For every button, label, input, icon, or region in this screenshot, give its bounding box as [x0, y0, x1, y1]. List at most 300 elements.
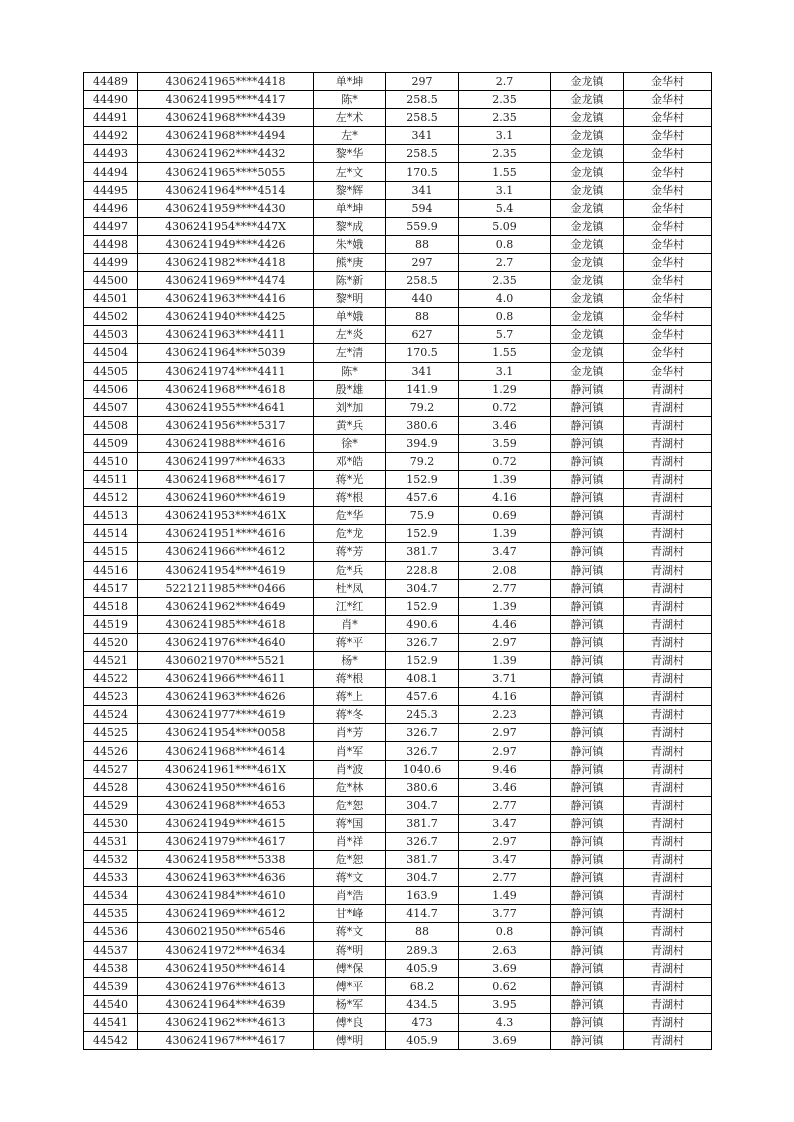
name-cell: 黄*兵: [314, 416, 386, 434]
name-cell: 傅*平: [314, 977, 386, 995]
area-cell: 2.77: [459, 869, 551, 887]
town-cell: 金龙镇: [551, 326, 624, 344]
area-cell: 0.72: [459, 398, 551, 416]
row-number-cell: 44509: [84, 434, 138, 452]
row-number-cell: 44495: [84, 181, 138, 199]
amount-cell: 152.9: [386, 597, 459, 615]
row-number-cell: 44538: [84, 959, 138, 977]
area-cell: 2.77: [459, 579, 551, 597]
area-cell: 1.39: [459, 597, 551, 615]
name-cell: 江*红: [314, 597, 386, 615]
id-number-cell: 4306241962****4649: [138, 597, 314, 615]
row-number-cell: 44496: [84, 199, 138, 217]
area-cell: 3.46: [459, 778, 551, 796]
table-row: [84, 235, 712, 253]
table-body: [84, 73, 712, 1050]
village-cell: 青湖村: [624, 995, 712, 1013]
id-number-cell: 4306241966****4612: [138, 543, 314, 561]
table-row: [84, 977, 712, 995]
town-cell: 静河镇: [551, 1031, 624, 1049]
village-cell: 青湖村: [624, 1013, 712, 1031]
id-number-cell: 4306241965****4418: [138, 73, 314, 91]
village-cell: 青湖村: [624, 452, 712, 470]
row-number-cell: 44512: [84, 489, 138, 507]
town-cell: 静河镇: [551, 1013, 624, 1031]
area-cell: 1.39: [459, 652, 551, 670]
town-cell: 静河镇: [551, 887, 624, 905]
row-number-cell: 44537: [84, 941, 138, 959]
town-cell: 静河镇: [551, 398, 624, 416]
amount-cell: 304.7: [386, 869, 459, 887]
area-cell: 2.7: [459, 253, 551, 271]
row-number-cell: 44500: [84, 272, 138, 290]
area-cell: 3.47: [459, 851, 551, 869]
name-cell: 黎*辉: [314, 181, 386, 199]
village-cell: 金华村: [624, 199, 712, 217]
town-cell: 金龙镇: [551, 290, 624, 308]
town-cell: 金龙镇: [551, 127, 624, 145]
row-number-cell: 44542: [84, 1031, 138, 1049]
amount-cell: 141.9: [386, 380, 459, 398]
id-number-cell: 4306241974****4411: [138, 362, 314, 380]
table-row: [84, 253, 712, 271]
village-cell: 青湖村: [624, 615, 712, 633]
village-cell: 青湖村: [624, 597, 712, 615]
town-cell: 静河镇: [551, 851, 624, 869]
row-number-cell: 44502: [84, 308, 138, 326]
town-cell: 静河镇: [551, 615, 624, 633]
village-cell: 金华村: [624, 73, 712, 91]
id-number-cell: 4306241968****4494: [138, 127, 314, 145]
name-cell: 肖*波: [314, 760, 386, 778]
name-cell: 危*林: [314, 778, 386, 796]
amount-cell: 152.9: [386, 471, 459, 489]
village-cell: 青湖村: [624, 688, 712, 706]
area-cell: 3.77: [459, 905, 551, 923]
name-cell: 蒋*上: [314, 688, 386, 706]
row-number-cell: 44528: [84, 778, 138, 796]
area-cell: 3.47: [459, 814, 551, 832]
town-cell: 金龙镇: [551, 272, 624, 290]
town-cell: 金龙镇: [551, 145, 624, 163]
town-cell: 静河镇: [551, 869, 624, 887]
id-number-cell: 4306241968****4617: [138, 471, 314, 489]
row-number-cell: 44492: [84, 127, 138, 145]
amount-cell: 394.9: [386, 434, 459, 452]
id-number-cell: 4306241961****461X: [138, 760, 314, 778]
amount-cell: 341: [386, 362, 459, 380]
village-cell: 青湖村: [624, 579, 712, 597]
town-cell: 静河镇: [551, 742, 624, 760]
town-cell: 静河镇: [551, 778, 624, 796]
name-cell: 单*娥: [314, 308, 386, 326]
town-cell: 静河镇: [551, 977, 624, 995]
town-cell: 金龙镇: [551, 308, 624, 326]
village-cell: 青湖村: [624, 489, 712, 507]
row-number-cell: 44506: [84, 380, 138, 398]
amount-cell: 405.9: [386, 1031, 459, 1049]
town-cell: 静河镇: [551, 416, 624, 434]
table-row: [84, 851, 712, 869]
amount-cell: 326.7: [386, 832, 459, 850]
table-row: [84, 91, 712, 109]
name-cell: 傅*保: [314, 959, 386, 977]
village-cell: 金华村: [624, 290, 712, 308]
town-cell: 静河镇: [551, 959, 624, 977]
name-cell: 肖*芳: [314, 724, 386, 742]
town-cell: 静河镇: [551, 905, 624, 923]
town-cell: 静河镇: [551, 543, 624, 561]
amount-cell: 473: [386, 1013, 459, 1031]
village-cell: 金华村: [624, 127, 712, 145]
name-cell: 陈*: [314, 91, 386, 109]
table-row: [84, 362, 712, 380]
amount-cell: 88: [386, 308, 459, 326]
area-cell: 9.46: [459, 760, 551, 778]
table-row: [84, 398, 712, 416]
area-cell: 1.49: [459, 887, 551, 905]
name-cell: 傅*良: [314, 1013, 386, 1031]
area-cell: 4.16: [459, 688, 551, 706]
id-number-cell: 4306241982****4418: [138, 253, 314, 271]
row-number-cell: 44534: [84, 887, 138, 905]
area-cell: 1.29: [459, 380, 551, 398]
name-cell: 蒋*明: [314, 941, 386, 959]
amount-cell: 1040.6: [386, 760, 459, 778]
amount-cell: 289.3: [386, 941, 459, 959]
table-row: [84, 344, 712, 362]
area-cell: 2.97: [459, 832, 551, 850]
village-cell: 青湖村: [624, 778, 712, 796]
town-cell: 静河镇: [551, 760, 624, 778]
name-cell: 肖*: [314, 615, 386, 633]
name-cell: 杨*军: [314, 995, 386, 1013]
id-number-cell: 4306241963****4626: [138, 688, 314, 706]
table-row: [84, 923, 712, 941]
name-cell: 蒋*文: [314, 869, 386, 887]
id-number-cell: 4306241950****4616: [138, 778, 314, 796]
name-cell: 陈*新: [314, 272, 386, 290]
name-cell: 危*兵: [314, 561, 386, 579]
id-number-cell: 4306241954****0058: [138, 724, 314, 742]
village-cell: 青湖村: [624, 977, 712, 995]
name-cell: 左*术: [314, 109, 386, 127]
village-cell: 青湖村: [624, 796, 712, 814]
amount-cell: 304.7: [386, 579, 459, 597]
town-cell: 静河镇: [551, 597, 624, 615]
id-number-cell: 4306021970****5521: [138, 652, 314, 670]
id-number-cell: 4306241967****4617: [138, 1031, 314, 1049]
id-number-cell: 4306241963****4416: [138, 290, 314, 308]
village-cell: 青湖村: [624, 905, 712, 923]
id-number-cell: 4306241984****4610: [138, 887, 314, 905]
village-cell: 青湖村: [624, 561, 712, 579]
village-cell: 青湖村: [624, 543, 712, 561]
village-cell: 青湖村: [624, 507, 712, 525]
row-number-cell: 44505: [84, 362, 138, 380]
amount-cell: 152.9: [386, 652, 459, 670]
table-row: [84, 760, 712, 778]
village-cell: 青湖村: [624, 434, 712, 452]
table-row: [84, 579, 712, 597]
town-cell: 静河镇: [551, 652, 624, 670]
village-cell: 青湖村: [624, 525, 712, 543]
id-number-cell: 4306241965****5055: [138, 163, 314, 181]
town-cell: 静河镇: [551, 561, 624, 579]
area-cell: 2.7: [459, 73, 551, 91]
table-row: [84, 941, 712, 959]
area-cell: 1.39: [459, 525, 551, 543]
row-number-cell: 44539: [84, 977, 138, 995]
town-cell: 静河镇: [551, 923, 624, 941]
area-cell: 4.3: [459, 1013, 551, 1031]
row-number-cell: 44497: [84, 217, 138, 235]
name-cell: 刘*加: [314, 398, 386, 416]
table-row: [84, 796, 712, 814]
table-row: [84, 633, 712, 651]
table-row: [84, 995, 712, 1013]
town-cell: 金龙镇: [551, 109, 624, 127]
id-number-cell: 4306241964****4514: [138, 181, 314, 199]
row-number-cell: 44501: [84, 290, 138, 308]
id-number-cell: 4306241966****4611: [138, 670, 314, 688]
amount-cell: 381.7: [386, 851, 459, 869]
id-number-cell: 4306241940****4425: [138, 308, 314, 326]
table-row: [84, 706, 712, 724]
area-cell: 2.35: [459, 145, 551, 163]
id-number-cell: 4306241954****447X: [138, 217, 314, 235]
name-cell: 左*清: [314, 344, 386, 362]
area-cell: 3.1: [459, 362, 551, 380]
area-cell: 2.23: [459, 706, 551, 724]
name-cell: 单*坤: [314, 199, 386, 217]
area-cell: 0.8: [459, 308, 551, 326]
amount-cell: 258.5: [386, 272, 459, 290]
id-number-cell: 4306241968****4614: [138, 742, 314, 760]
town-cell: 静河镇: [551, 796, 624, 814]
id-number-cell: 4306241985****4618: [138, 615, 314, 633]
row-number-cell: 44519: [84, 615, 138, 633]
row-number-cell: 44494: [84, 163, 138, 181]
town-cell: 金龙镇: [551, 91, 624, 109]
table-row: [84, 217, 712, 235]
name-cell: 蒋*根: [314, 670, 386, 688]
town-cell: 静河镇: [551, 995, 624, 1013]
table-row: [84, 688, 712, 706]
name-cell: 危*恕: [314, 796, 386, 814]
village-cell: 青湖村: [624, 760, 712, 778]
village-cell: 青湖村: [624, 742, 712, 760]
row-number-cell: 44517: [84, 579, 138, 597]
name-cell: 危*龙: [314, 525, 386, 543]
village-cell: 金华村: [624, 145, 712, 163]
id-number-cell: 4306241951****4616: [138, 525, 314, 543]
name-cell: 黎*华: [314, 145, 386, 163]
name-cell: 蒋*冬: [314, 706, 386, 724]
table-row: [84, 73, 712, 91]
id-number-cell: 4306241976****4613: [138, 977, 314, 995]
village-cell: 金华村: [624, 109, 712, 127]
name-cell: 蒋*根: [314, 489, 386, 507]
town-cell: 金龙镇: [551, 181, 624, 199]
village-cell: 青湖村: [624, 887, 712, 905]
amount-cell: 381.7: [386, 814, 459, 832]
name-cell: 邓*皓: [314, 452, 386, 470]
id-number-cell: 4306241949****4615: [138, 814, 314, 832]
area-cell: 4.0: [459, 290, 551, 308]
area-cell: 3.69: [459, 959, 551, 977]
row-number-cell: 44536: [84, 923, 138, 941]
table-row: [84, 832, 712, 850]
amount-cell: 627: [386, 326, 459, 344]
name-cell: 朱*娥: [314, 235, 386, 253]
row-number-cell: 44515: [84, 543, 138, 561]
amount-cell: 490.6: [386, 615, 459, 633]
id-number-cell: 4306241960****4619: [138, 489, 314, 507]
table-row: [84, 869, 712, 887]
amount-cell: 594: [386, 199, 459, 217]
town-cell: 金龙镇: [551, 362, 624, 380]
table-row: [84, 145, 712, 163]
id-number-cell: 4306241977****4619: [138, 706, 314, 724]
id-number-cell: 4306241995****4417: [138, 91, 314, 109]
table-row: [84, 615, 712, 633]
table-row: [84, 416, 712, 434]
name-cell: 左*炎: [314, 326, 386, 344]
area-cell: 3.95: [459, 995, 551, 1013]
table-row: [84, 290, 712, 308]
row-number-cell: 44530: [84, 814, 138, 832]
village-cell: 青湖村: [624, 471, 712, 489]
town-cell: 静河镇: [551, 670, 624, 688]
table-row: [84, 814, 712, 832]
row-number-cell: 44527: [84, 760, 138, 778]
area-cell: 4.46: [459, 615, 551, 633]
table-row: [84, 507, 712, 525]
id-number-cell: 4306241964****5039: [138, 344, 314, 362]
village-cell: 青湖村: [624, 652, 712, 670]
row-number-cell: 44498: [84, 235, 138, 253]
area-cell: 3.69: [459, 1031, 551, 1049]
table-row: [84, 887, 712, 905]
id-number-cell: 5221211985****0466: [138, 579, 314, 597]
row-number-cell: 44520: [84, 633, 138, 651]
id-number-cell: 4306021950****6546: [138, 923, 314, 941]
area-cell: 0.69: [459, 507, 551, 525]
town-cell: 静河镇: [551, 471, 624, 489]
row-number-cell: 44513: [84, 507, 138, 525]
table-row: [84, 489, 712, 507]
table-row: [84, 561, 712, 579]
amount-cell: 75.9: [386, 507, 459, 525]
name-cell: 熊*庚: [314, 253, 386, 271]
town-cell: 静河镇: [551, 579, 624, 597]
area-cell: 5.4: [459, 199, 551, 217]
amount-cell: 88: [386, 235, 459, 253]
table-row: [84, 326, 712, 344]
id-number-cell: 4306241955****4641: [138, 398, 314, 416]
village-cell: 青湖村: [624, 814, 712, 832]
village-cell: 青湖村: [624, 869, 712, 887]
table-row: [84, 308, 712, 326]
name-cell: 陈*: [314, 362, 386, 380]
id-number-cell: 4306241950****4614: [138, 959, 314, 977]
area-cell: 2.63: [459, 941, 551, 959]
id-number-cell: 4306241979****4617: [138, 832, 314, 850]
row-number-cell: 44518: [84, 597, 138, 615]
amount-cell: 163.9: [386, 887, 459, 905]
table-row: [84, 127, 712, 145]
amount-cell: 304.7: [386, 796, 459, 814]
area-cell: 3.47: [459, 543, 551, 561]
name-cell: 蒋*平: [314, 633, 386, 651]
amount-cell: 258.5: [386, 109, 459, 127]
town-cell: 金龙镇: [551, 199, 624, 217]
village-cell: 金华村: [624, 253, 712, 271]
table-row: [84, 742, 712, 760]
area-cell: 2.97: [459, 633, 551, 651]
table-row: [84, 597, 712, 615]
amount-cell: 434.5: [386, 995, 459, 1013]
amount-cell: 79.2: [386, 398, 459, 416]
amount-cell: 405.9: [386, 959, 459, 977]
amount-cell: 326.7: [386, 742, 459, 760]
town-cell: 金龙镇: [551, 163, 624, 181]
town-cell: 静河镇: [551, 380, 624, 398]
table-row: [84, 163, 712, 181]
village-cell: 金华村: [624, 217, 712, 235]
village-cell: 青湖村: [624, 941, 712, 959]
row-number-cell: 44529: [84, 796, 138, 814]
area-cell: 1.55: [459, 344, 551, 362]
name-cell: 危*华: [314, 507, 386, 525]
table-row: [84, 652, 712, 670]
id-number-cell: 4306241949****4426: [138, 235, 314, 253]
id-number-cell: 4306241963****4636: [138, 869, 314, 887]
id-number-cell: 4306241972****4634: [138, 941, 314, 959]
village-cell: 青湖村: [624, 832, 712, 850]
id-number-cell: 4306241954****4619: [138, 561, 314, 579]
area-cell: 1.39: [459, 471, 551, 489]
area-cell: 5.7: [459, 326, 551, 344]
name-cell: 肖*军: [314, 742, 386, 760]
data-table: [83, 72, 712, 1050]
area-cell: 3.46: [459, 416, 551, 434]
area-cell: 3.1: [459, 181, 551, 199]
town-cell: 金龙镇: [551, 235, 624, 253]
village-cell: 青湖村: [624, 1031, 712, 1049]
village-cell: 金华村: [624, 326, 712, 344]
area-cell: 4.16: [459, 489, 551, 507]
row-number-cell: 44489: [84, 73, 138, 91]
village-cell: 青湖村: [624, 380, 712, 398]
town-cell: 静河镇: [551, 507, 624, 525]
amount-cell: 258.5: [386, 91, 459, 109]
id-number-cell: 4306241962****4613: [138, 1013, 314, 1031]
area-cell: 0.8: [459, 235, 551, 253]
area-cell: 5.09: [459, 217, 551, 235]
row-number-cell: 44510: [84, 452, 138, 470]
row-number-cell: 44504: [84, 344, 138, 362]
town-cell: 金龙镇: [551, 253, 624, 271]
table-row: [84, 471, 712, 489]
name-cell: 单*坤: [314, 73, 386, 91]
id-number-cell: 4306241969****4474: [138, 272, 314, 290]
name-cell: 黎*成: [314, 217, 386, 235]
village-cell: 青湖村: [624, 959, 712, 977]
village-cell: 青湖村: [624, 851, 712, 869]
village-cell: 金华村: [624, 163, 712, 181]
